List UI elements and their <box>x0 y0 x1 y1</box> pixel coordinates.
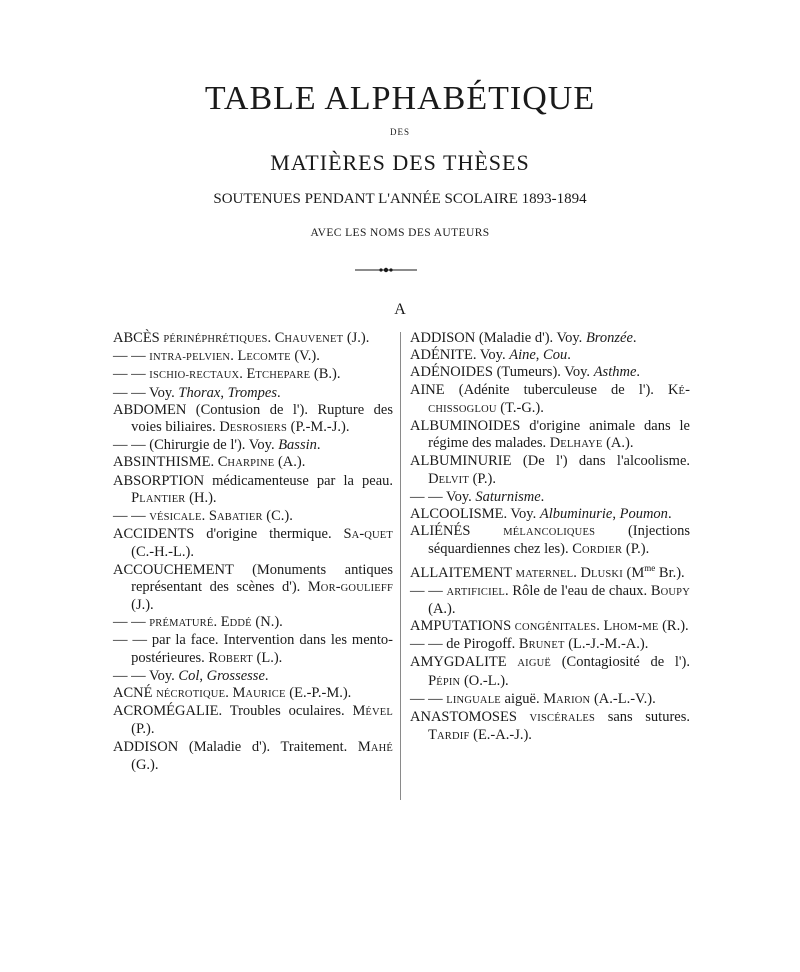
index-entry: — — LINGUALE aiguë. MARION (A.-L.-V.). <box>410 690 656 707</box>
index-entry: ALBUMINOIDES d'origine animale dans le régime des malades. DELHAYE (A.). <box>410 418 690 452</box>
index-entry: ALLAITEMENT MATERNEL. DLUSKI ($M^{me}$ Br.). <box>410 562 685 581</box>
index-entry: ACCIDENTS d'origine thermique. SA-QUET (C.-H.-L.). <box>113 526 393 561</box>
page-title: TABLE ALPHABÉTIQUE <box>204 80 596 117</box>
index-entry: AINE (Adénite tuberculeuse de l'). KÉ-CHISSOGLOU (T.-G.). <box>410 381 690 416</box>
index-entry: — — (Chirurgie de l'). Voy. Bassin. <box>113 437 321 454</box>
left-column <box>113 330 393 774</box>
index-entry: ABSINTHISME. CHARPINE (A.). <box>113 454 306 471</box>
right-column <box>410 330 690 746</box>
index-entry: ADÉNITE. Voy. Aine, Cou. <box>410 347 571 364</box>
index-entry: — — ARTIFICIEL. Rôle de l'eau de chaux. BOUPY (A.). <box>410 582 690 617</box>
index-entry: ADÉNOIDES (Tumeurs). Voy. Asthme. <box>410 364 640 381</box>
index-entry: ANASTOMOSES VISCÉRALES sans sutures. TARDIF (E.-A.-J.). <box>410 709 690 744</box>
section-letter: A <box>394 301 406 318</box>
ornament-divider <box>355 266 417 274</box>
index-entry: ACNÉ NÉCROTIQUE. MAURICE (E.-P.-M.). <box>113 685 352 702</box>
index-entry: ADDISON (Maladie d'). Voy. Bronzée. <box>410 330 637 346</box>
index-entry: ACROMÉGALIE. Troubles oculaires. MÉVEL (P.). <box>113 703 393 738</box>
index-entry: ADDISON (Maladie d'). Traitement. MAHÉ (G.). <box>113 738 393 773</box>
authors-line: AVEC LES NOMS DES AUTEURS <box>310 227 490 239</box>
title-connector: DES <box>389 127 410 137</box>
index-entry: ALBUMINURIE (De l') dans l'alcoolisme. DELVIT (P.). <box>410 453 690 487</box>
index-entry: — — PRÉMATURÉ. EDDÉ (N.). <box>113 614 283 631</box>
index-entry: — — INTRA-PELVIEN. LECOMTE (V.). <box>113 348 320 365</box>
index-entry: AMPUTATIONS CONGÉNITALES. LHOM-ME (R.). <box>410 618 689 635</box>
index-entry: ABDOMEN (Contusion de l'). Rupture des voies biliaires. DESROSIERS (P.-M.-J.). <box>113 401 393 436</box>
index-entry: ACCOUCHEMENT (Monuments antiques représentant des scènes d'). MOR-GOULIEFF (J.). <box>113 561 393 614</box>
index-entry: ALCOOLISME. Voy. Albuminurie, Poumon. <box>410 506 672 523</box>
index-entry: ALIÉNÉS MÉLANCOLIQUES (Injections séquardiennes chez les). CORDIER (P.). <box>410 523 690 558</box>
index-entry: — — Voy. Thorax, Trompes. <box>113 384 281 401</box>
index-entry: — — par la face. Intervention dans les mento-postérieures. ROBERT (L.). <box>113 632 393 666</box>
index-entry: — — de Pirogoff. BRUNET (L.-J.-M.-A.). <box>410 636 649 653</box>
index-entry: ABSORPTION médicamenteuse par la peau. PLANTIER (H.). <box>113 472 393 506</box>
index-entry: — — Voy. Col, Grossesse. <box>113 667 269 684</box>
column-divider <box>400 332 401 800</box>
index-entry: ABCÈS PÉRINÉPHRÉTIQUES. CHAUVENET (J.). <box>113 330 370 346</box>
index-entry: — — VÉSICALE. SABATIER (C.). <box>113 508 293 525</box>
index-entry: — — ISCHIO-RECTAUX. ETCHEPARE (B.). <box>113 366 341 383</box>
index-entry: — — Voy. Saturnisme. <box>410 488 545 505</box>
page-subtitle: MATIÈRES DES THÈSES <box>270 150 530 175</box>
academic-year-line: SOUTENUES PENDANT L'ANNÉE SCOLAIRE 1893-1894 <box>213 191 587 207</box>
index-entry: AMYGDALITE AIGUË (Contagiosité de l'). PÉPIN (O.-L.). <box>410 654 690 689</box>
